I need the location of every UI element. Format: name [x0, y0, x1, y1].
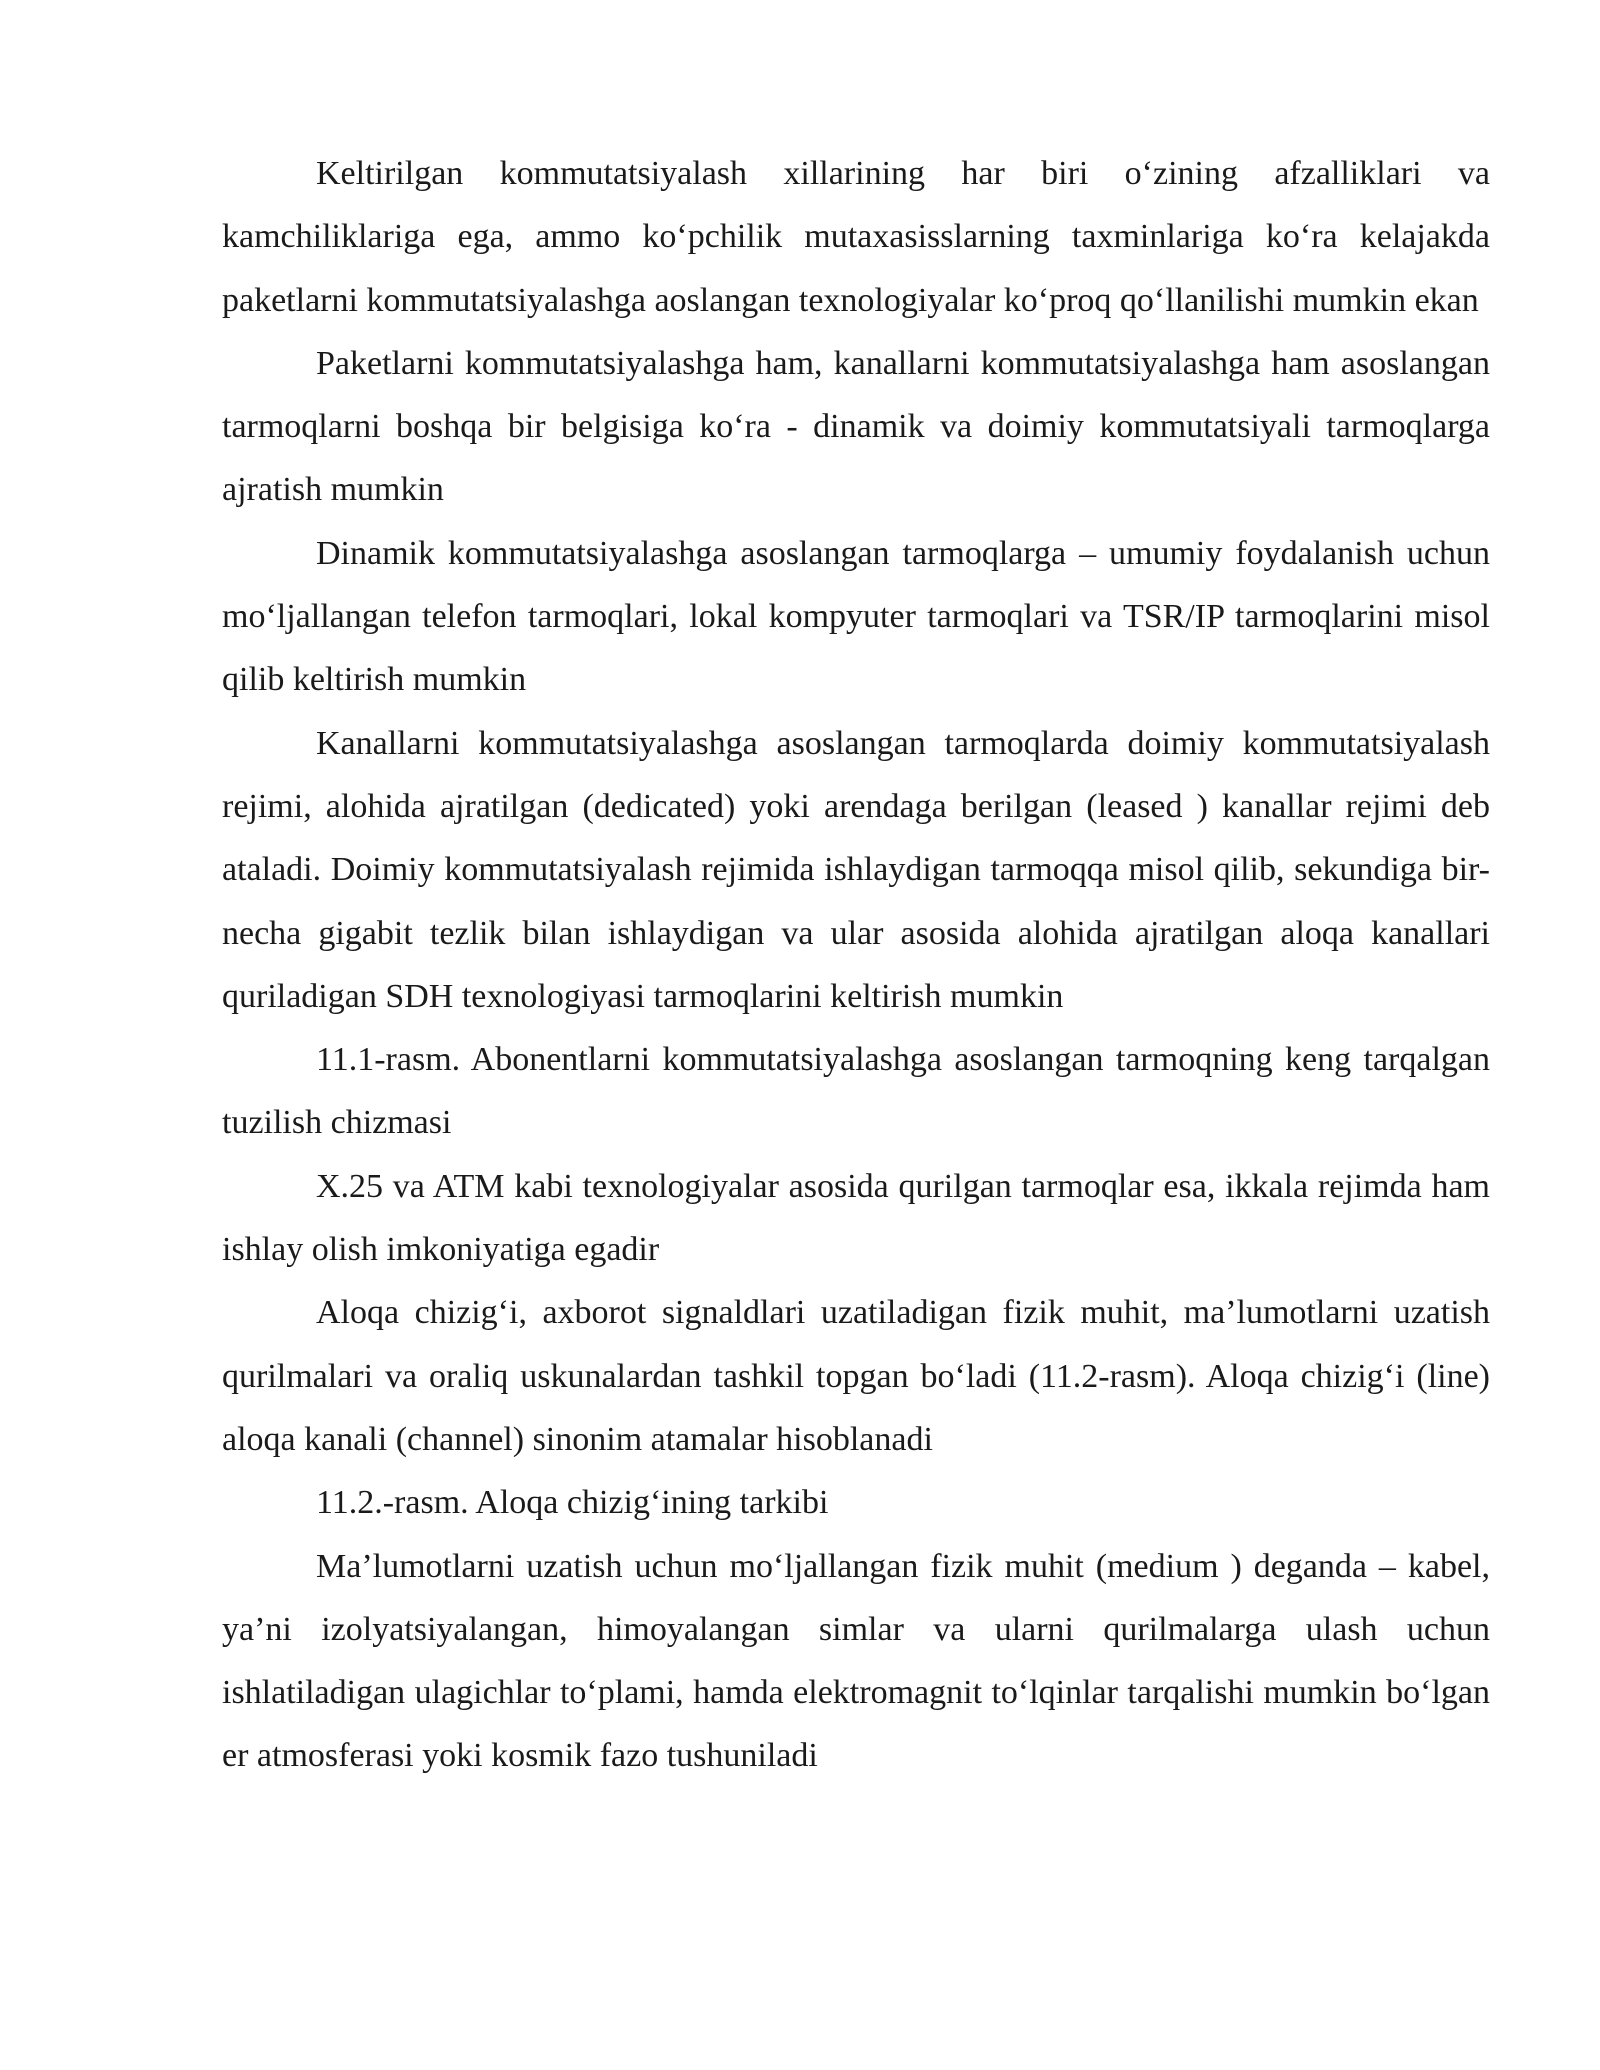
paragraph-1: Keltirilgan kommutatsiyalash xillarining har biri o‘zining afzalliklari va kamchiliklariga ega, ammo ko‘pchilik mutaxasisslarning taxminlariga ko‘ra kelajakda paketlarni kommutatsiyalashga aoslangan texnologiyalar ko‘proq qo‘llanilishi mumkin ekan [222, 155, 1490, 319]
figure-caption-11-2: 11.2.-rasm. Aloqa chizig‘ining tarkibi [316, 1484, 829, 1522]
document-page [222, 142, 1490, 1788]
paragraph-2: Paketlarni kommutatsiyalashga ham, kanallarni kommutatsiyalashga ham asoslangan tarmoqlarni boshqa bir belgisiga ko‘ra - dinamik va doimiy kommutatsiyali tarmoqlarga ajratish mumkin [222, 344, 1490, 509]
paragraph-4: Kanallarni kommutatsiyalashga asoslangan tarmoqlarda doimiy kommutatsiyalash rejimi, alohida ajratilgan (dedicated) yoki arendaga berilgan (leased ) kanallar rejimi deb ataladi. Doimiy kommutatsiyalash rejimida ishlaydigan tarmoqqa misol qilib, sekundiga bir-necha gigabit tezlik bilan ishlaydigan va ular asosida alohida ajratilgan aloqa kanallari quriladigan SDH texnologiyasi tarmoqlarini keltirish mumkin [222, 724, 1490, 1015]
paragraph-7: Ma’lumotlarni uzatish uchun mo‘ljallangan fizik muhit (medium ) deganda – kabel, ya’ni izolyatsiyalangan, himoyalangan simlar va ularni qurilmalarga ulash uchun ishlatiladigan ulagichlar to‘plami, hamda elektromagnit to‘lqinlar tarqalishi mumkin bo‘lgan er atmosferasi yoki kosmik fazo tushuniladi [222, 1547, 1490, 1775]
paragraph-3: Dinamik kommutatsiyalashga asoslangan tarmoqlarga – umumiy foydalanish uchun mo‘ljallangan telefon tarmoqlari, lokal kompyuter tarmoqlari va TSR/IP tarmoqlarini misol qilib keltirish mumkin [222, 534, 1490, 699]
figure-caption-11-1: 11.1-rasm. Abonentlarni kommutatsiyalashga asoslangan tarmoqning keng tarqalgan tuzilish chizmasi [222, 1041, 1490, 1142]
paragraph-6: Aloqa chizig‘i, axborot signaldlari uzatiladigan fizik muhit, ma’lumotlarni uzatish qurilmalari va oraliq uskunalardan tashkil topgan bo‘ladi (11.2-rasm). Aloqa chizig‘i (line) aloqa kanali (channel) sinonim atamalar hisoblanadi [222, 1294, 1490, 1458]
paragraph-5: X.25 va ATM kabi texnologiyalar asosida qurilgan tarmoqlar esa, ikkala rejimda ham ishlay olish imkoniyatiga egadir [222, 1167, 1490, 1269]
